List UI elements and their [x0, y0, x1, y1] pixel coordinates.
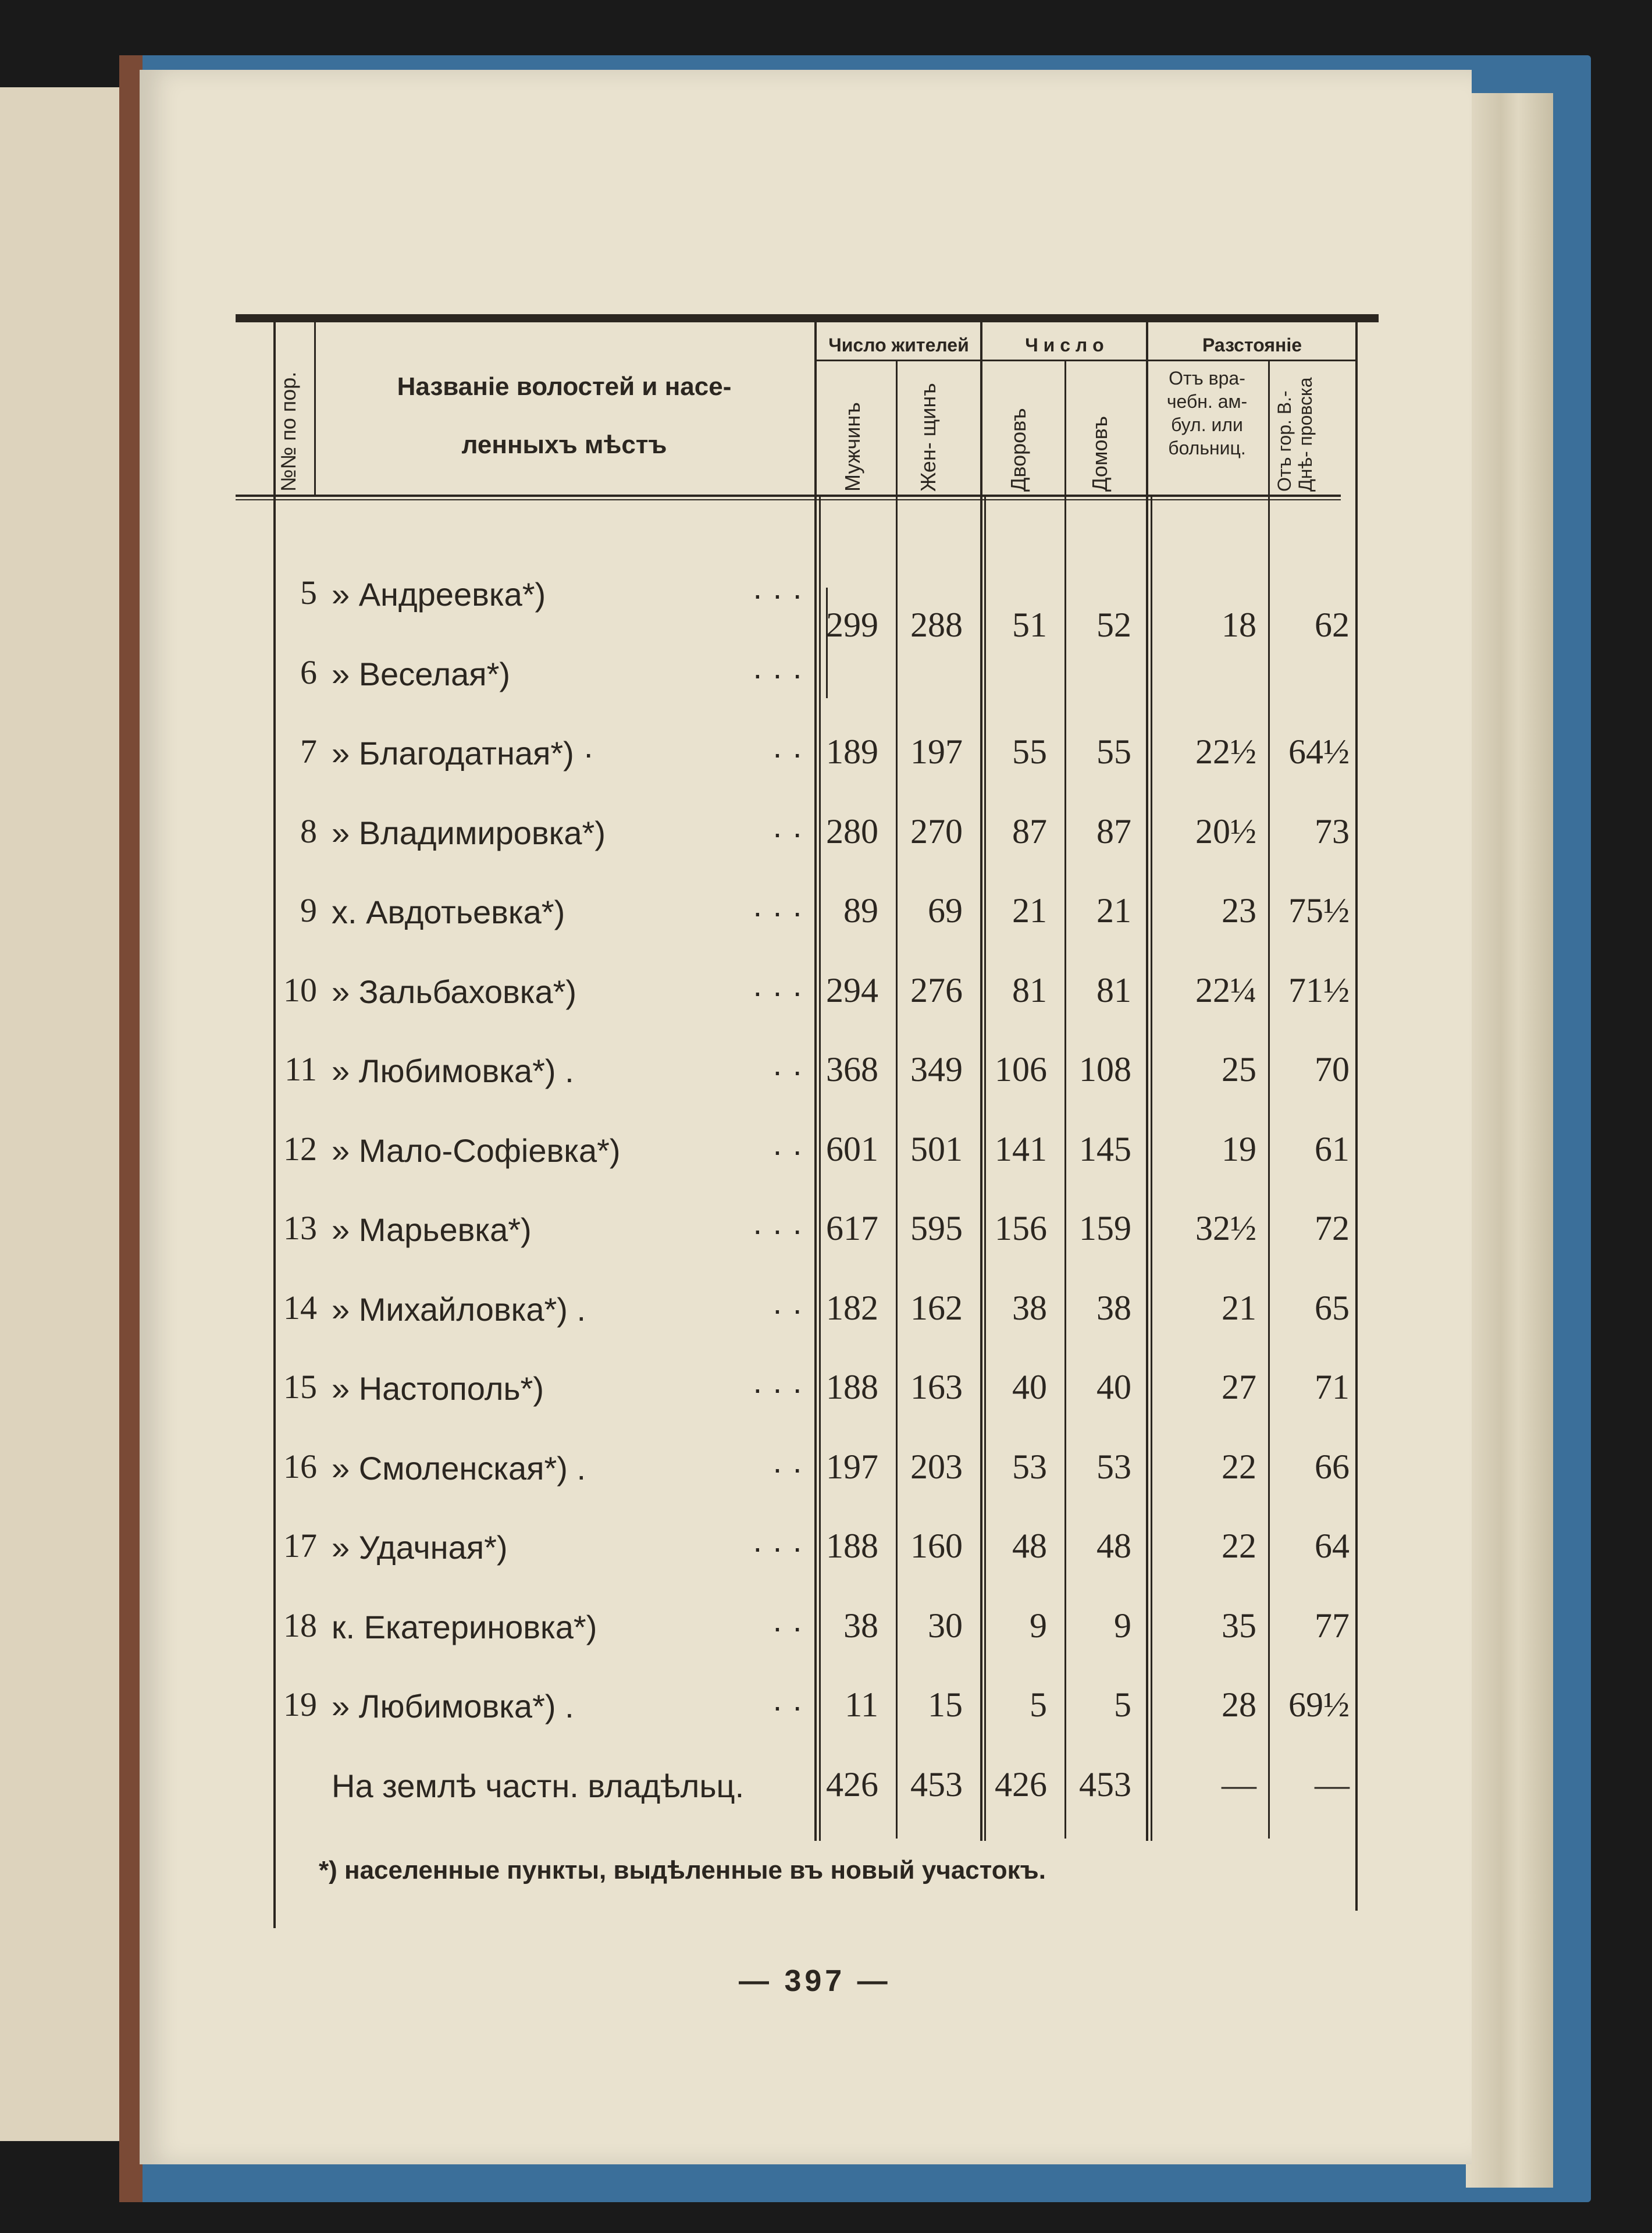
table-row	[273, 1520, 1367, 1590]
place-name: » Любимовка*) .	[332, 1053, 574, 1089]
leader-dots: · ·	[772, 1290, 803, 1328]
header-inhabitants: Число жителей	[828, 335, 969, 355]
distance-city: 71½	[1288, 970, 1350, 1009]
header-count: Ч и с л о	[1025, 335, 1104, 355]
distance-city: 71	[1315, 1368, 1350, 1406]
place-name: » Любимовка*) .	[332, 1688, 574, 1724]
row-number: 5	[300, 574, 317, 611]
header-bottom-rule	[236, 495, 1341, 497]
table-row	[273, 1679, 1367, 1749]
place-name: » Мало-Софіевка*)	[332, 1132, 621, 1169]
distance-ambulance: 35	[1222, 1606, 1256, 1645]
houses-count: 159	[1079, 1209, 1131, 1247]
men-count: 182	[826, 1288, 878, 1327]
table-row	[273, 885, 1367, 955]
men-count: 601	[826, 1129, 878, 1168]
houses-count: 38	[1096, 1288, 1131, 1327]
houses-count: 81	[1096, 970, 1131, 1009]
yards-count: 87	[1012, 812, 1047, 851]
distance-ambulance: 23	[1222, 891, 1256, 930]
yards-count: 38	[1012, 1288, 1047, 1327]
houses-count: 145	[1079, 1129, 1131, 1168]
women-count: 30	[928, 1606, 963, 1645]
houses-count: 87	[1096, 812, 1131, 851]
header-dist-city: Отъ гор. В.-Днѣ- провска	[1274, 377, 1316, 492]
table-row	[273, 1600, 1367, 1670]
leader-dots: · ·	[772, 1608, 803, 1645]
distance-city: 77	[1315, 1606, 1350, 1645]
place-name: » Марьевка*)	[332, 1211, 532, 1248]
row-number: 12	[283, 1129, 317, 1168]
men-count: 89	[843, 891, 878, 930]
place-name: » Смоленская*) .	[332, 1449, 586, 1487]
men-count: 280	[826, 812, 878, 851]
houses-count: 53	[1096, 1447, 1131, 1486]
men-count: 11	[845, 1686, 878, 1724]
leader-dots: · · ·	[752, 1370, 803, 1407]
table-row	[273, 1361, 1367, 1431]
yards-count: 426	[995, 1765, 1047, 1804]
yards-count: 156	[995, 1209, 1047, 1247]
houses-count: 40	[1096, 1368, 1131, 1406]
page-number: — 397 —	[739, 1964, 891, 1998]
leader-dots: · ·	[772, 1449, 803, 1487]
distance-ambulance: 19	[1222, 1129, 1256, 1168]
distance-city: 64	[1315, 1527, 1350, 1565]
yards-count: 5	[1030, 1686, 1047, 1724]
row-number: 14	[283, 1288, 317, 1327]
place-name: » Веселая*)	[332, 655, 511, 692]
women-count: 162	[910, 1288, 963, 1327]
merged-men: 299	[826, 606, 878, 644]
row-number: 7	[300, 733, 317, 770]
yards-count: 9	[1030, 1606, 1047, 1645]
women-count: 595	[910, 1209, 963, 1247]
row-number: 15	[283, 1368, 317, 1406]
place-name: » Владимировка*)	[332, 814, 606, 851]
distance-ambulance: 22	[1222, 1447, 1256, 1486]
leader-dots: · · ·	[752, 1211, 803, 1248]
distance-ambulance: 22½	[1195, 733, 1256, 771]
men-count: 188	[826, 1527, 878, 1565]
header-num: №№ по пор.	[276, 371, 300, 492]
distance-city: 69½	[1288, 1686, 1350, 1724]
yards-count: 141	[995, 1129, 1047, 1168]
women-count: 69	[928, 891, 963, 930]
place-name: » Зальбаховка*)	[332, 973, 577, 1010]
women-count: 276	[910, 970, 963, 1009]
row-number: 13	[283, 1209, 317, 1247]
houses-count: 9	[1114, 1606, 1131, 1645]
leader-dots: · ·	[772, 735, 803, 771]
distance-city: 75½	[1288, 891, 1350, 930]
leader-dots: · ·	[772, 1053, 803, 1089]
row-number: 10	[283, 970, 317, 1009]
header-bottom-rule-2	[236, 499, 1341, 500]
merged-city: 62	[1315, 606, 1350, 644]
table-row	[273, 726, 1367, 796]
distance-ambulance: 28	[1222, 1686, 1256, 1724]
pages-stack	[1466, 93, 1553, 2188]
women-count: 163	[910, 1368, 963, 1406]
distance-city: 65	[1315, 1288, 1350, 1327]
merged-yards: 51	[1012, 606, 1047, 644]
yards-count: 106	[995, 1050, 1047, 1089]
distance-city: 64½	[1288, 733, 1350, 771]
yards-count: 21	[1012, 891, 1047, 930]
women-count: 203	[910, 1447, 963, 1486]
men-count: 189	[826, 733, 878, 771]
row-number: 6	[300, 653, 317, 691]
houses-count: 21	[1096, 891, 1131, 930]
col-rule-right	[1355, 322, 1358, 1911]
header-yards: Дворовъ	[1006, 408, 1030, 492]
leader-dots: · ·	[772, 1688, 803, 1724]
distance-ambulance: 22	[1222, 1527, 1256, 1565]
women-count: 160	[910, 1527, 963, 1565]
leader-dots: · · ·	[752, 894, 803, 930]
women-count: 270	[910, 812, 963, 851]
yards-count: 53	[1012, 1447, 1047, 1486]
header-name-line2: ленныхъ мѣстъ	[461, 431, 667, 459]
yards-count: 40	[1012, 1368, 1047, 1406]
table-row	[273, 1282, 1367, 1352]
distance-city: 70	[1315, 1050, 1350, 1089]
place-name: » Настополь*)	[332, 1370, 544, 1407]
distance-city: 73	[1315, 812, 1350, 851]
place-name: » Андреевка*)	[332, 576, 546, 613]
leader-dots: · · ·	[752, 973, 803, 1010]
leader-dots: · ·	[772, 1132, 803, 1169]
table-row	[273, 1759, 1367, 1829]
men-count: 368	[826, 1050, 878, 1089]
yards-count: 55	[1012, 733, 1047, 771]
distance-city: 66	[1315, 1447, 1350, 1486]
women-count: 15	[928, 1686, 963, 1724]
merged-houses: 52	[1096, 606, 1131, 644]
distance-ambulance: 27	[1222, 1368, 1256, 1406]
table-row	[273, 1203, 1367, 1272]
distance-city: 61	[1315, 1129, 1350, 1168]
table-row	[273, 1123, 1367, 1193]
row-number: 9	[300, 891, 317, 929]
distance-ambulance: 20½	[1195, 812, 1256, 851]
houses-count: 55	[1096, 733, 1131, 771]
merged-amb: 18	[1222, 606, 1256, 644]
table-row	[273, 965, 1367, 1034]
place-name: На землѣ частн. владѣльц.	[332, 1767, 745, 1804]
place-name: » Удачная*)	[332, 1529, 508, 1566]
distance-ambulance: 32½	[1195, 1209, 1256, 1247]
merged-women: 288	[910, 606, 963, 644]
houses-count: 5	[1114, 1686, 1131, 1724]
row-number: 19	[283, 1686, 317, 1723]
header-men: Мужчинъ	[841, 402, 864, 492]
men-count: 294	[826, 970, 878, 1009]
houses-count: 453	[1079, 1765, 1131, 1804]
place-name: » Михайловка*) .	[332, 1290, 586, 1328]
leader-dots: · ·	[772, 814, 803, 851]
left-page	[0, 87, 140, 2141]
houses-count: 48	[1096, 1527, 1131, 1565]
row-number: 11	[284, 1050, 317, 1088]
header-distance: Разстояніе	[1202, 335, 1302, 355]
place-name: » Благодатная*) ·	[332, 735, 594, 771]
distance-city: —	[1315, 1765, 1350, 1804]
yards-count: 81	[1012, 970, 1047, 1009]
men-count: 617	[826, 1209, 878, 1247]
distance-ambulance: 25	[1222, 1050, 1256, 1089]
row-number: 16	[283, 1447, 317, 1485]
place-name: к. Екатериновка*)	[332, 1608, 597, 1645]
leader-dots: · · ·	[752, 1529, 803, 1566]
distance-ambulance: 22¼	[1195, 970, 1256, 1009]
table-row	[273, 1044, 1367, 1114]
women-count: 197	[910, 733, 963, 771]
row-number: 17	[283, 1527, 317, 1564]
men-count: 426	[826, 1765, 878, 1804]
women-count: 501	[910, 1129, 963, 1168]
distance-ambulance: 21	[1222, 1288, 1256, 1327]
place-name: х. Авдотьевка*)	[332, 894, 565, 930]
row-number: 8	[300, 812, 317, 850]
men-count: 38	[843, 1606, 878, 1645]
cover-edge	[119, 55, 143, 2202]
distance-city: 72	[1315, 1209, 1350, 1247]
header-houses: Домовъ	[1088, 415, 1112, 492]
merged-row-5-6	[273, 599, 1367, 669]
row-number: 18	[283, 1606, 317, 1644]
header-name-line1: Названіе волостей и насе-	[397, 372, 732, 401]
table-top-rule	[236, 314, 1379, 322]
leader-dots: · · ·	[752, 576, 803, 613]
table-row	[273, 1441, 1367, 1511]
distance-ambulance: —	[1222, 1765, 1256, 1804]
footnote: *) населенные пункты, выдѣленные въ новый участокъ.	[319, 1856, 1046, 1884]
women-count: 453	[910, 1765, 963, 1804]
col-rule-name-head	[314, 322, 316, 497]
men-count: 188	[826, 1368, 878, 1406]
men-count: 197	[826, 1447, 878, 1486]
women-count: 349	[910, 1050, 963, 1089]
group-underline	[814, 360, 1355, 361]
header-dist-amb: Отъ вра- чебн. ам- бул. или больниц.	[1166, 368, 1248, 458]
table-row	[273, 806, 1367, 876]
leader-dots: · · ·	[752, 655, 803, 692]
header-women: Жен- щинъ	[916, 383, 940, 492]
yards-count: 48	[1012, 1527, 1047, 1565]
houses-count: 108	[1079, 1050, 1131, 1089]
